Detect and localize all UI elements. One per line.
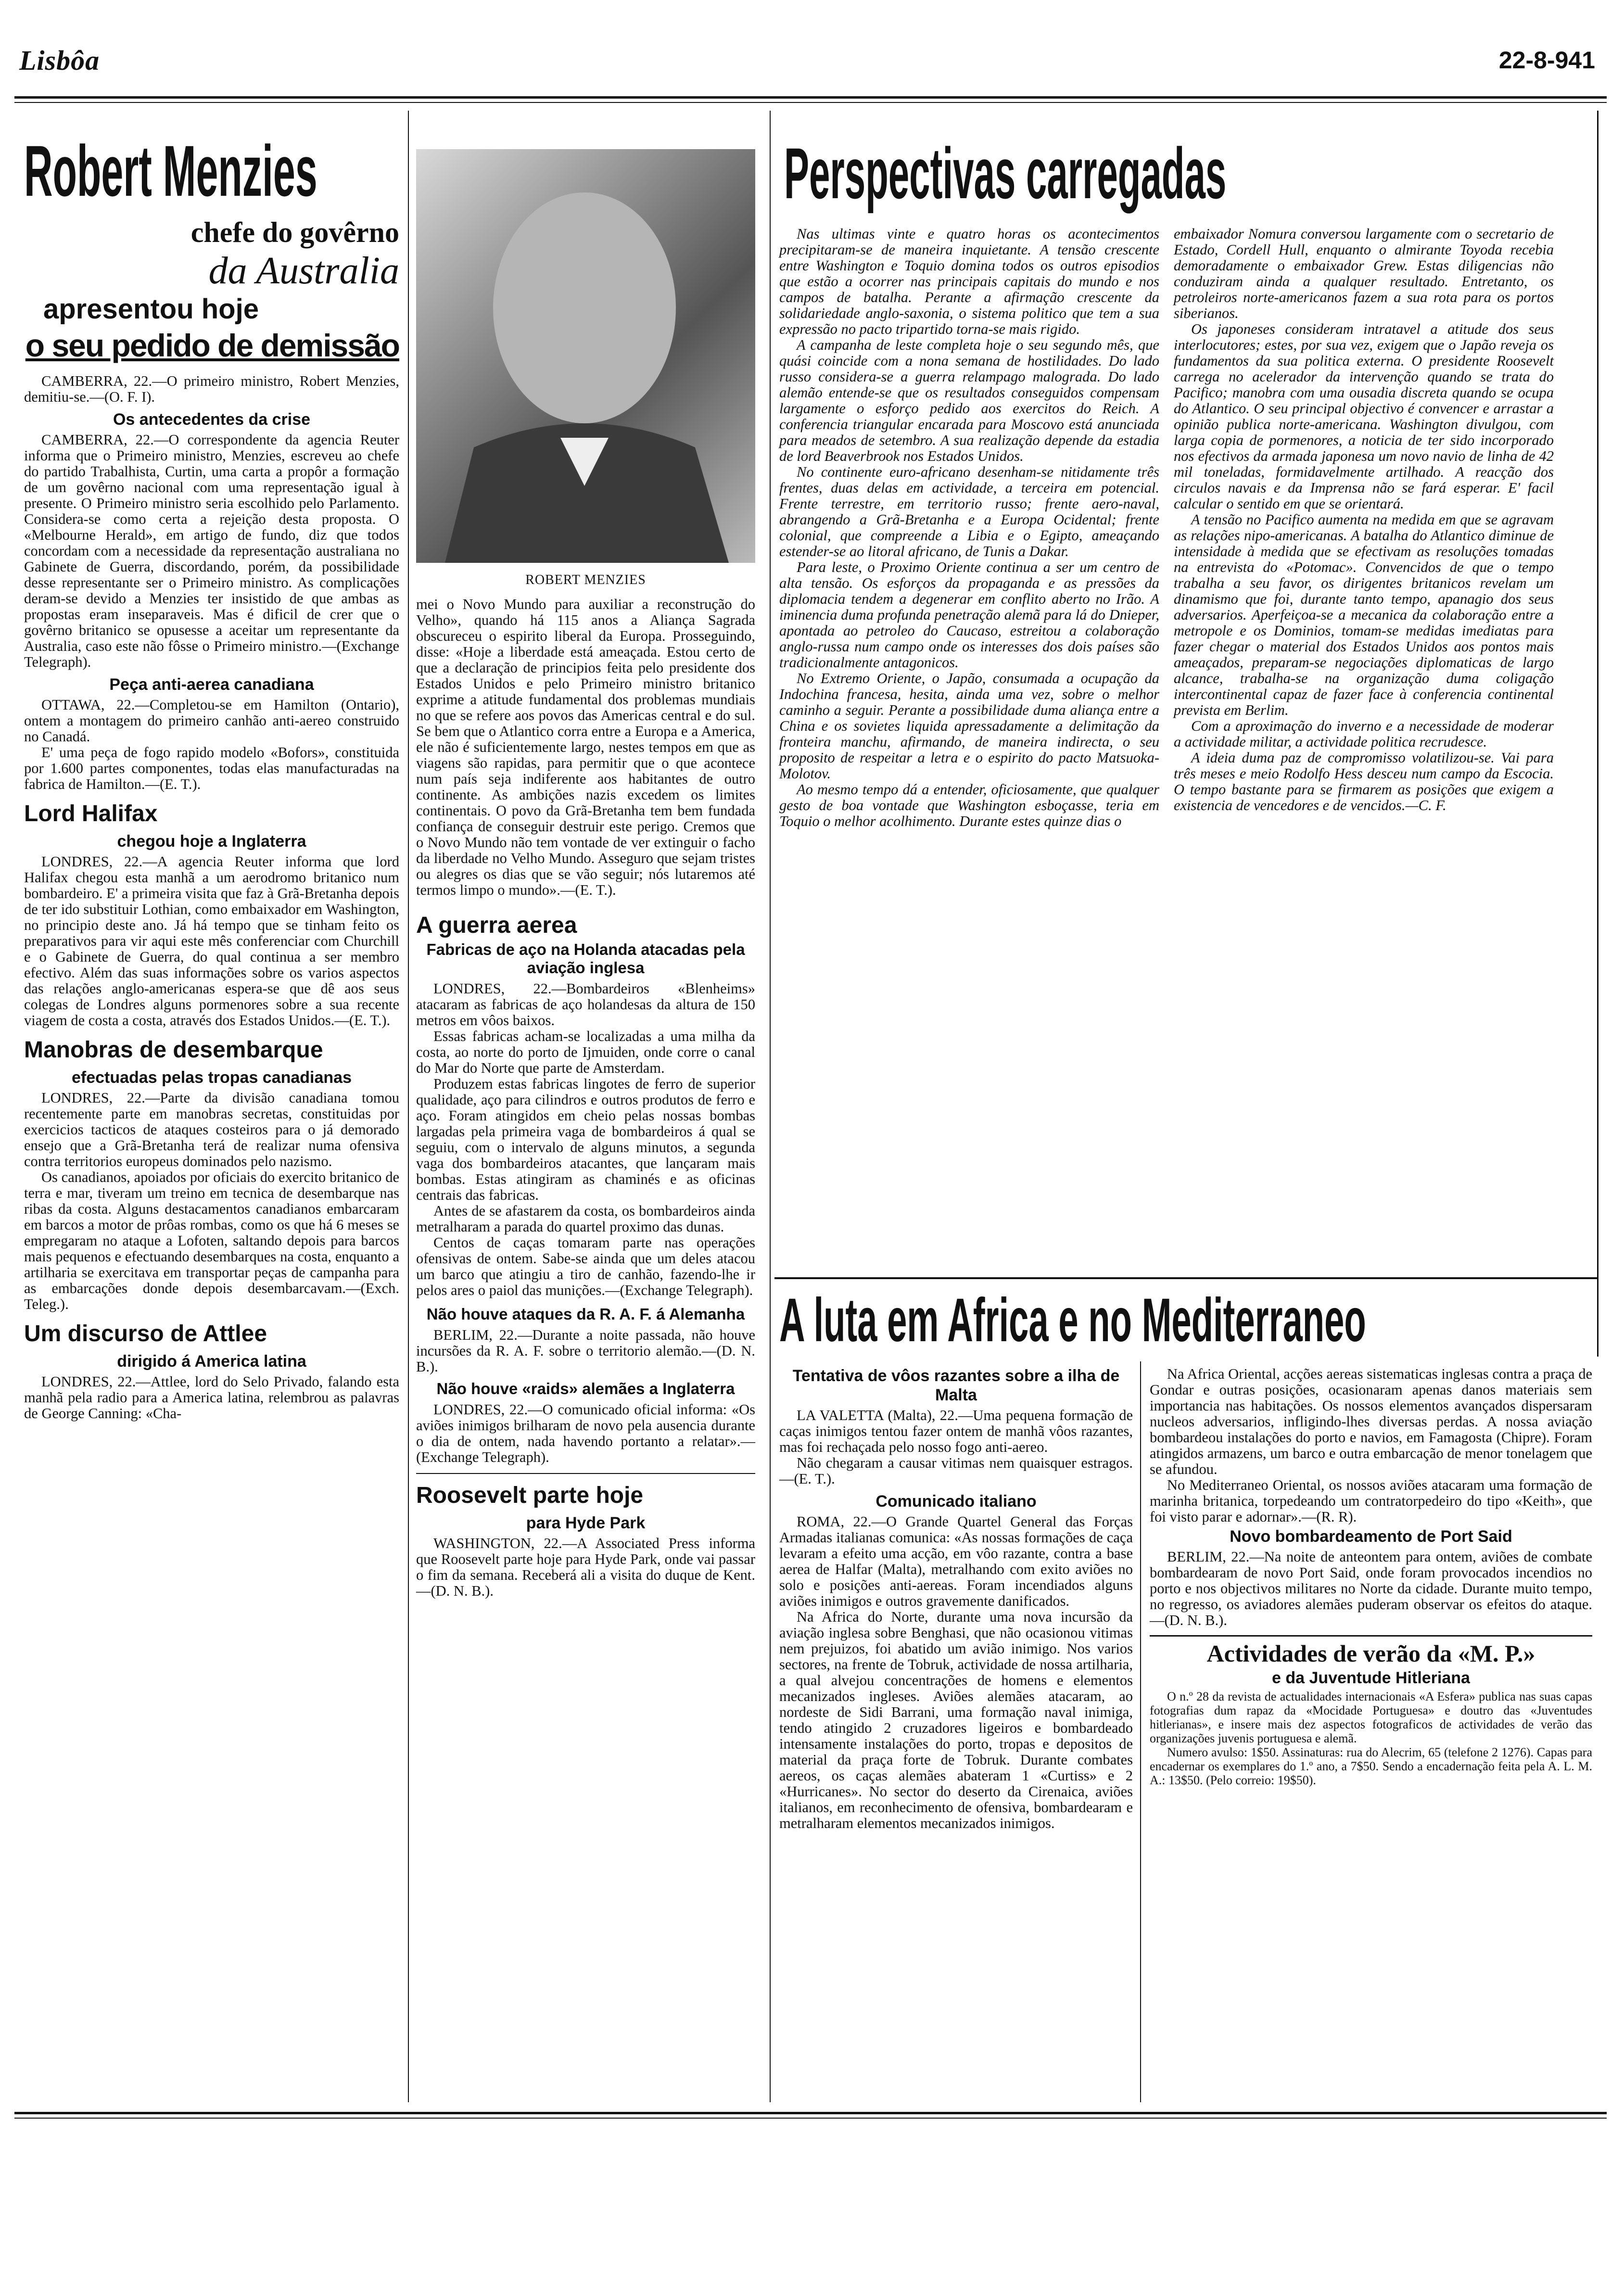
africa-body-7: BERLIM, 22.—Na noite de anteontem para ontem, aviões de combate bombardearam de novo Port Said, onde foram provocados incendios no porto e nos objectivos militares no Norte da cidade. Durante muito tempo, no regresso, os aviadores alemães puderam observar os efeitos do ataque.—(D. N. B.). [1150, 1549, 1592, 1628]
perspectivas-p: Para leste, o Proximo Oriente continua a ser um centro de alta tensão. Os esforços da propaganda e as pressões da diplomacia tendem a degenerar em conflito aberto no Irão. A iminencia duma profunda penetração alemã para lá do Dnieper, apontada ao petroleo do Caucaso, estreitou a colaboração anglo-russa num campo onde os interesses dos dois países são tradicionalmente antagonicos. [779, 559, 1159, 671]
mp-body-2: Numero avulso: 1$50. Assinaturas: rua do Alecrim, 65 (telefone 2 1276). Capas para encadernar os exemplares do 1.º ano, a 7$50. Sendo a encadernação feita pela A. L. M. A.: 13$50. (Pelo correio: 19$50). [1150, 1745, 1592, 1787]
menzies-deck-1: chefe do govêrno [190, 216, 399, 248]
guerra-aerea-body-6: BERLIM, 22.—Durante a noite passada, não houve incursões da R. A. F. sobre o territorio alemão.—(D. N. B.). [416, 1327, 755, 1375]
africa-sub-port-said: Novo bombardeamento de Port Said [1230, 1527, 1512, 1546]
guerra-aerea-sub-3: Não houve «raids» alemães a Inglaterra [436, 1380, 735, 1397]
mp-deck: e da Juventude Hitleriana [1272, 1669, 1470, 1687]
mp-divider [1150, 1635, 1592, 1637]
perspectivas-p: Os japoneses consideram intratavel a atitude dos seus interlocutores; estes, por sua vez, exigem que o Japão reveja os fundamentos da sua politica externa. O presidente Roosevelt carrega no acelerador da intervenção quando se trata do Pacifico; manobra com uma ousadia discreta quando se ocupa do Atlantico. O seu principal objectivo é convencer e arrastar a opinião publica norte-americana. Washington divulgou, com larga copia de pormenores, a noticia de ter sido incorporado nos efectivos da armada japonesa um novo navio de linha de 42 mil toneladas, formidavelmente artilhado. A reacção dos circulos navais e da Imprensa não se fará esperar. E' facil calcular o sentido em que se orientará. [1174, 321, 1554, 512]
perspectivas-col-1 [779, 226, 1159, 829]
menzies-sub-peca: Peça anti-aerea canadiana [109, 675, 314, 694]
africa-col-2 [1150, 1366, 1592, 1787]
guerra-aerea-sub-1: Fabricas de aço na Holanda atacadas pela aviação inglesa [426, 940, 745, 977]
manobras-body-1: LONDRES, 22.—Parte da divisão canadiana tomou recentemente parte em manobras secretas, constituidas por exercicios tacticos de ataques costeiros para o já demorado ensejo que a Grã-Bretanha terá de realizar numa ofensiva contra territorios europeus dominados pelo nazismo. [24, 1090, 399, 1169]
perspectivas-p: A campanha de leste completa hoje o seu segundo mês, que quási coincide com a nona semana de hostilidades. Do lado russo considera-se a guerra relampago malograda. Do lado alemão entende-se que os resultados conseguidos compensam largamente o esforço pedido aos exercitos do Reich. A conferencia triangular encarada para Moscovo está anunciada para meados de setembro. A sua realização depende da estadia de lord Beaverbrook nos Estados Unidos. [779, 337, 1159, 464]
manobras-headline: Manobras de desembarque [24, 1037, 323, 1063]
guerra-aerea-headline: A guerra aerea [416, 913, 577, 938]
menzies-article [24, 130, 399, 1422]
perspectivas-headline: Perspectivas carregadas [784, 133, 1227, 214]
africa-body-5: Na Africa Oriental, acções aereas sistematicas inglesas contra a praça de Gondar e outras posições, ocasionaram apenas danos materiais sem importancia nas habitações. Os nossos elementos avançados dispersaram nucleos adversarios, infligindo-lhes diversas perdas. A nossa aviação bombardeou instalações do porto e navios, em Famagosta (Chipre). Foram atingidos armazens, um barco e outra embarcação de menor tonelagem que se afundou. [1150, 1366, 1592, 1477]
menzies-deck-2: da Australia [208, 250, 399, 292]
africa-rule [774, 1277, 1597, 1279]
africa-body-6: No Mediterraneo Oriental, os nossos aviões atacaram uma formação de marinha britanica, torpedeando um contratorpedeiro do tipo «Keith», que foi visto parar e adornar».—(R. R). [1150, 1477, 1592, 1525]
guerra-aerea-sub-2: Não houve ataques da R. A. F. á Alemanha [426, 1305, 745, 1323]
menzies-lead: CAMBERRA, 22.—O primeiro ministro, Robert Menzies, demitiu-se.—(O. F. I). [24, 373, 399, 405]
column-rule [408, 111, 409, 2102]
masthead-rule-top [14, 96, 1607, 99]
perspectivas-p: A tensão no Pacifico aumenta na medida em que se agravam as relações nipo-americanas. A batalha do Atlantico diminue de intensidade à medida que se efectivam as resoluções tomadas na entrevista do «Potomac». Convencidos de que o tempo trabalha a seu favor, os dirigentes britanicos revelam um dinamismo que foi, durante tanto tempo, apanagio dos seus adversarios. Aperfeiçoa-se a mecanica da colaboração entre a metropole e os Dominios, tomam-se medidas imediatas para fazer chegar o material dos Estados Unidos aos pontos mais ameaçados, preparam-se negociações diplomaticas de largo alcance, trabalha-se na organização duma coligação intercontinental capaz de fazer face à conferencia continental prevista em Berlim. [1174, 511, 1554, 718]
attlee-body: LONDRES, 22.—Attlee, lord do Selo Privado, falando esta manhã pela radio para a America latina, relembrou as palavras de George Canning: «Cha- [24, 1373, 399, 1422]
africa-body-1: LA VALETTA (Malta), 22.—Uma pequena formação de caças inimigos tentou fazer ontem de manhã vôos razantes, mas foi rechaçada pelo nosso fogo anti-aereo. [779, 1407, 1133, 1455]
guerra-aerea-body-3: Produzem estas fabricas lingotes de ferro de superior qualidade, aço para cilindros e outros produtos de ferro e aço. Foram atingidos em cheio pelas nossas bombas largadas pela primeira vaga de bombardeiros á qual se seguiu, com o intervalo de alguns minutos, a segunda vaga dos bombardeiros atacantes, que lançaram mais bombas. Estas atingiram as chaminés e as oficinas centrais das fabricas. [416, 1076, 755, 1203]
guerra-aerea-body-5: Centos de caças tomaram parte nas operações ofensivas de ontem. Sabe-se ainda que um deles atacou um barco que atingiu a tiro de canhão, fazendo-lhe ir pelos ares o paiol das munições.—(Exchange Telegraph). [416, 1234, 755, 1298]
photo-caption: ROBERT MENZIES [525, 572, 646, 587]
africa-sub-malta: Tentativa de vôos razantes sobre a ilha de Malta [792, 1367, 1120, 1404]
masthead-rule-bottom [14, 102, 1607, 103]
right-border [1597, 111, 1599, 1357]
perspectivas-p: A ideia duma paz de compromisso volatilizou-se. Vai para três meses e meio Rodolfo Hess desceu num campo da Escocia. O tempo bastante para se firmarem as posições que exigem a existencia de vencedores e de vencidos.—C. F. [1174, 749, 1554, 813]
menzies-continuation: mei o Novo Mundo para auxiliar a reconstrução do Velho», quando há 115 anos a Aliança Sagrada obscureceu o espirito liberal da Europa. Prosseguindo, disse: «Hoje a liberdade está ameaçada. Estou certo de que a declaração de principios feita pelo presidente dos Estados Unidos e pelo Primeiro ministro britanico exprime a atitude fundamental dos problemas mundiais no que se refere aos povos das Americas central e do sul. Se bem que o Atlantico corra entre a Europa e a America, ele não é suficientemente largo, nestes tempos em que as viagens são rapidas, para permitir que o que acontece num país seja indiferente aos habitantes de outro continente. As ambições nazis excedem os limites continentais. O povo da Grã-Bretanha tem bem fundada confiança de conseguir destruir este perigo. Cremos que o Novo Mundo não tem vontade de ver extinguir o facho da liberdade no Velho Mundo. Asseguro que sejam tristes ou alegres os dias que se vão seguir; nós lutaremos até termos limpo o mundo».—(E. T.). [416, 596, 755, 898]
perspectivas-p: Com a aproximação do inverno e a necessidade de moderar a actividade militar, a actividade politica recrudesce. [1174, 718, 1554, 750]
roosevelt-headline: Roosevelt parte hoje [416, 1483, 644, 1508]
manobras-deck: efectuadas pelas tropas canadianas [71, 1068, 352, 1087]
africa-headline: A luta em Africa e no Mediterraneo [779, 1286, 1366, 1355]
perspectivas-p: No Extremo Oriente, o Japão, consumada a ocupação da Indochina francesa, hesita, ainda uma vez, sobre o melhor caminho a seguir. Perante a possibilidade duma aliança entre a China e os sovietes liquida apressadamente a delimitação da fronteira manchu, afirmando, de maneira indirecta, o seu proposito de respeitar a letra e o espirito do pacto Matsuoka-Molotov. [779, 670, 1159, 782]
halifax-deck: chegou hoje a Inglaterra [117, 832, 306, 851]
attlee-deck: dirigido á America latina [117, 1352, 306, 1371]
roosevelt-body: WASHINGTON, 22.—A Associated Press informa que Roosevelt parte hoje para Hyde Park, onde vai passar o fim da semana. Receberá ali a visita do duque de Kent.—(D. N. B.). [416, 1535, 755, 1599]
manobras-body-2: Os canadianos, apoiados por oficiais do exercito britanico de terra e mar, tiveram um treino em tecnica de desembarque nas ribas da costa. Alguns destacamentos canadianos embarcaram em barcos a motor de prôas rombas, como os que há 6 meses se empregaram no ataque a Lofoten, saltando depois para barcos mais pequenos e efectuando desembarques na costa, enquanto a artilharia se exercitava em transportar peças de campanha para as embarcações donde depois desembarcavam.—(Exch. Teleg.). [24, 1169, 399, 1312]
africa-body-4: Na Africa do Norte, durante uma nova incursão da aviação inglesa sobre Benghasi, que não ocasionou vitimas nem prejuizos, foi abatido um avião inimigo. Nos varios sectores, na frente de Tobruk, actividade de nossa artilharia, a qual alvejou concentrações de homens e elementos mecanizados ingleses. Aviões alemães atacaram, ao nordeste de Sidi Barrani, uma formação naval inimiga, tendo atingido 2 cruzadores ligeiros e bombardeado intensamente instalações do porto, tropas e depositos de material da praça forte de Tobruk. Durante combates aereos, os caças alemães abateram 1 «Curtiss» e 2 «Hurricanes». No sector do deserto da Cirenaica, aviões italianos, em reconhecimento de ofensiva, bombardearam e metralharam elementos mecanizados inimigos. [779, 1609, 1133, 1831]
perspectivas-p: No continente euro-africano desenham-se nitidamente três frentes, duas delas em actividade, a terceira em potencial. Frente terrestre, em territorio russo; frente aero-naval, abrangendo a Grã-Bretanha e a Europa Ocidental; frente colonial, que compreende a Libia e o Egipto, ameaçando estender-se ao litoral africano, de Tunis a Dakar. [779, 464, 1159, 559]
halifax-headline: Lord Halifax [24, 801, 158, 826]
bottom-rule [14, 2118, 1607, 2119]
perspectivas-p: Ao mesmo tempo dá a entender, oficiosamente, que qualquer gesto de boa vontade que Washington esboçasse, teria em Toquio o melhor acolhimento. Durante estes quinze dias o [779, 781, 1159, 829]
africa-col-1 [779, 1366, 1133, 1831]
masthead-date: 22-8-941 [1498, 47, 1595, 74]
masthead-title: Lisbôa [19, 45, 100, 76]
roosevelt-deck: para Hyde Park [526, 1514, 646, 1532]
roosevelt-divider [416, 1473, 755, 1474]
portrait-image [416, 149, 755, 563]
guerra-aerea-body-7: LONDRES, 22.—O comunicado oficial informa: «Os aviões inimigos brilharam de novo pela ausencia durante o dia de ontem, nada havendo portanto a relatar».—(Exchange Telegraph). [416, 1401, 755, 1465]
menzies-body-1: CAMBERRA, 22.—O correspondente da agencia Reuter informa que o Primeiro ministro, Menzies, escreveu ao chefe do partido Trabalhista, Curtin, uma carta a propôr a formação de um govêrno nacional com uma representação igual à presente. O Primeiro ministro seria escolhido pelo Parlamento. Considera-se como certa a rejeição desta proposta. O «Melbourne Herald», em artigo de fundo, diz que todos concordam com a necessidade da representação australiana no Gabinete de Guerra, discordando, porém, da possibilidade desse representante ser o Primeiro ministro. As complicações deram-se devido a Menzies ter insistido de que ambas as propostas eram inseparaveis. Mas é dificil de crer que o govêrno britanico se opusesse a aceitar um representante da Australia, caso este não fôsse o Primeiro ministro.—(Exchange Telegraph). [24, 432, 399, 670]
perspectivas-col-2 [1174, 226, 1554, 813]
column-rule [1140, 1361, 1141, 2102]
halifax-body: LONDRES, 22.—A agencia Reuter informa que lord Halifax chegou esta manhã a um aerodromo britanico num bombardeiro. E' a primeira visita que faz à Grã-Bretanha depois de ter ido substituir Lothian, como embaixador em Washington, no principio deste ano. Já há tempo que se tinham feito os preparativos para vir aqui este mês conferenciar com Churchill e o Gabinete de Guerra, do qual continua a ser membro efectivo. Além das suas informações sobre os varios aspectos das relações anglo-americanas espera-se que dê aos seus colegas de Londres alguns pormenores sobre a sua recente viagem de costa a costa, através dos Estados Unidos.—(E. T.). [24, 853, 399, 1029]
perspectivas-p: Nas ultimas vinte e quatro horas os acontecimentos precipitaram-se de maneira inquietante. A tensão crescente entre Washington e Toquio domina todos os outros episodios que estão a ocorrer nas principais capitais do mundo e nos campos de batalha. Perante a afirmação crescente da solidariedade anglo-saxonia, o sistema politico que tem a sua expressão no pacto tripartido torna-se mais rigido. [779, 226, 1159, 337]
bottom-rule [14, 2112, 1607, 2114]
africa-body-3: ROMA, 22.—O Grande Quartel General das Forças Armadas italianas comunica: «As nossas formações de caça levaram a efeito uma acção, em vôo razante, contra a base aerea de Halfar (Malta), metralhando com exito aviões no solo e posições anti-aereas. Foram incendiados alguns aviões inimigos e outros gravemente danificados. [779, 1513, 1133, 1609]
menzies-sub-antecedentes: Os antecedentes da crise [113, 410, 311, 429]
mp-body-1: O n.º 28 da revista de actualidades internacionais «A Esfera» publica nas suas capas fotografias dum rapaz da «Mocidade Portuguesa» e doutro das «Juventudes hitlerianas», e insere mais dez aspectos fotograficos de actividades de verão das organizações juvenis portuguesa e alemã. [1150, 1689, 1592, 1745]
menzies-deck-3: apresentou hoje [43, 293, 259, 325]
guerra-aerea-body-4: Antes de se afastarem da costa, os bombardeiros ainda metralharam a parada do quartel proximo das dunas. [416, 1203, 755, 1235]
menzies-deck-4: o seu pedido de demissão [25, 328, 399, 363]
attlee-headline: Um discurso de Attlee [24, 1321, 267, 1346]
mp-headline: Actividades de verão da «M. P.» [1206, 1640, 1535, 1667]
menzies-headline: Robert Menzies [24, 130, 317, 211]
africa-body-2: Não chegaram a causar vitimas nem quaisquer estragos.—(E. T.). [779, 1455, 1133, 1487]
column-rule [770, 111, 771, 2102]
perspectivas-p: embaixador Nomura conversou largamente com o secretario de Estado, Cordell Hull, enquanto o almirante Toyoda recebia demoradamente o embaixador Grew. Estas diligencias não conduziram ainda a qualquer resultado. Entretanto, os petroleiros norte-americanos fazem a sua rota para os portos siberianos. [1174, 226, 1554, 321]
guerra-aerea-body-1: LONDRES, 22.—Bombardeiros «Blenheims» atacaram as fabricas de aço holandesas da altura de 150 metros em vôos baixos. [416, 980, 755, 1029]
col2-article [416, 597, 755, 1599]
africa-sub-comunicado: Comunicado italiano [875, 1492, 1037, 1511]
menzies-body-2: OTTAWA, 22.—Completou-se em Hamilton (Ontario), ontem a montagem do primeiro canhão anti-aereo construido no Canadá. [24, 697, 399, 745]
menzies-photo [416, 149, 755, 563]
guerra-aerea-body-2: Essas fabricas acham-se localizadas a uma milha da costa, ao norte do porto de Ijmuiden, onde corre o canal do Mar do Norte que parte de Amsterdam. [416, 1028, 755, 1076]
menzies-body-3: E' uma peça de fogo rapido modelo «Bofors», constituida por 1.600 partes componentes, todas elas manufacturadas na fabrica de Hamilton.—(E. T.). [24, 744, 399, 792]
